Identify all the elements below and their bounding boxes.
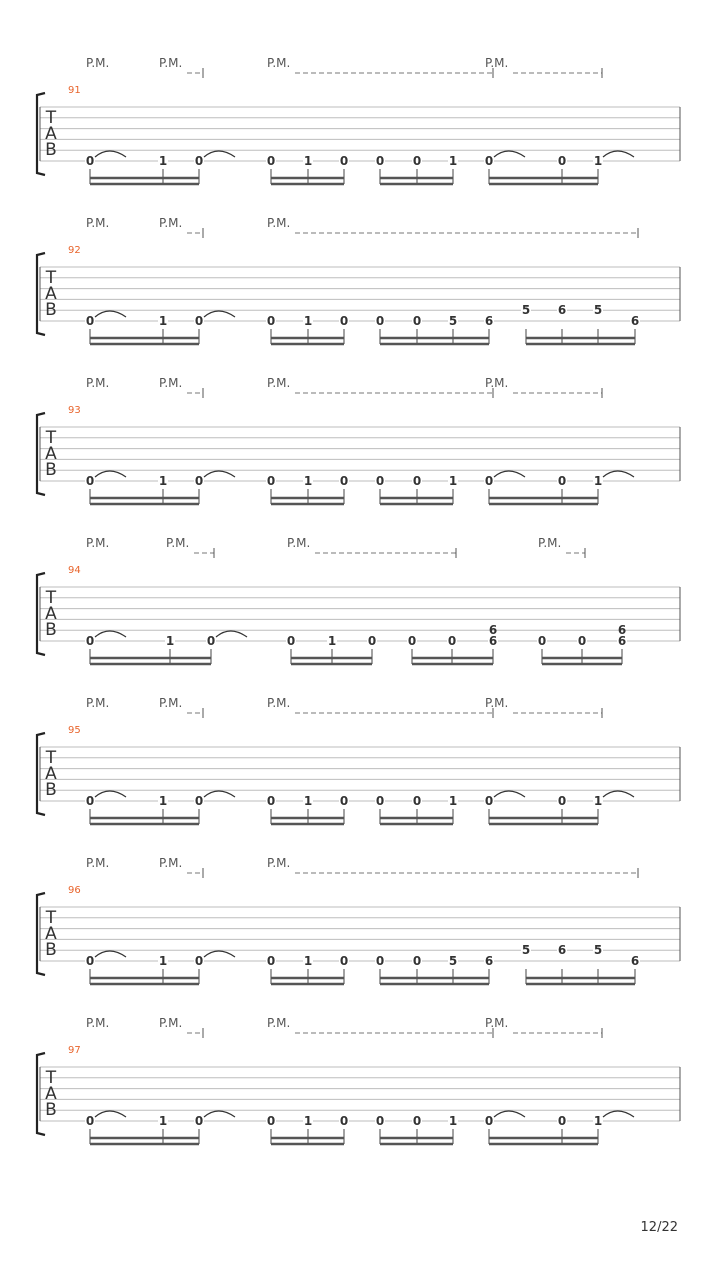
fret-number: 0	[194, 794, 204, 808]
fret-number: 0	[85, 634, 95, 648]
fret-number: 0	[339, 474, 349, 488]
measure-number: 95	[68, 725, 81, 736]
palm-mute-label: P.M.	[86, 56, 110, 70]
palm-mute-label: P.M.	[485, 1016, 509, 1030]
fret-number: 1	[448, 1114, 458, 1128]
fret-number: 1	[303, 794, 313, 808]
tie-arc	[204, 471, 235, 477]
palm-mute-label: P.M.	[267, 376, 291, 390]
fret-number: 1	[158, 794, 168, 808]
tie-arc	[95, 311, 126, 317]
fret-number: 0	[412, 794, 422, 808]
fret-number: 0	[557, 794, 567, 808]
tie-arc	[204, 1111, 235, 1117]
tab-clef-letter: T	[45, 108, 57, 128]
fret-number: 0	[206, 634, 216, 648]
tie-arc	[603, 791, 634, 797]
system-bracket	[37, 1053, 45, 1135]
fret-number: 0	[266, 474, 276, 488]
fret-number: 0	[194, 1114, 204, 1128]
palm-mute-label: P.M.	[267, 56, 291, 70]
fret-number: 0	[375, 954, 385, 968]
fret-number: 6	[557, 303, 567, 318]
tab-clef-letter: T	[45, 1068, 57, 1088]
fret-number: 0	[339, 954, 349, 968]
fret-number: 0	[375, 794, 385, 808]
fret-number: 5	[448, 954, 458, 968]
measure-number: 93	[68, 405, 81, 416]
system-bracket	[37, 573, 45, 655]
palm-mute-label: P.M.	[159, 376, 183, 390]
palm-mute-label: P.M.	[287, 536, 311, 550]
tab-clef-letter: B	[45, 460, 57, 480]
tab-clef-letter: A	[45, 1084, 57, 1104]
fret-number: 0	[85, 1114, 95, 1128]
fret-number: 0	[375, 474, 385, 488]
tab-clef-letter: B	[45, 140, 57, 160]
fret-number: 0	[266, 1114, 276, 1128]
tab-system	[37, 376, 680, 504]
fret-number: 0	[85, 314, 95, 328]
palm-mute-label: P.M.	[485, 56, 509, 70]
fret-number: 0	[85, 474, 95, 488]
fret-number: 0	[85, 154, 95, 168]
palm-mute-label: P.M.	[86, 536, 110, 550]
fret-number: 1	[303, 474, 313, 488]
tab-clef-letter: T	[45, 428, 57, 448]
tab-clef-letter: A	[45, 764, 57, 784]
fret-number: 1	[158, 474, 168, 488]
fret-number: 5	[593, 943, 603, 958]
tie-arc	[95, 791, 126, 797]
fret-number: 1	[158, 1114, 168, 1128]
tie-arc	[95, 151, 126, 157]
palm-mute-label: P.M.	[538, 536, 562, 550]
tab-clef-letter: A	[45, 124, 57, 144]
fret-number: 0	[557, 474, 567, 488]
palm-mute-label: P.M.	[159, 856, 183, 870]
tie-arc	[216, 631, 247, 637]
palm-mute-label: P.M.	[159, 1016, 183, 1030]
fret-number-upper: 6	[617, 623, 627, 637]
palm-mute-label: P.M.	[86, 1016, 110, 1030]
tie-arc	[494, 791, 525, 797]
fret-number: 0	[484, 1114, 494, 1128]
tab-system	[37, 56, 680, 184]
palm-mute-label: P.M.	[86, 376, 110, 390]
fret-number: 6	[484, 954, 494, 968]
palm-mute-label: P.M.	[485, 376, 509, 390]
tab-system	[37, 856, 680, 984]
fret-number: 1	[165, 634, 175, 648]
fret-number: 0	[194, 154, 204, 168]
tab-clef-letter: B	[45, 780, 57, 800]
fret-number-upper: 6	[488, 623, 498, 637]
fret-number: 6	[484, 314, 494, 328]
fret-number: 0	[375, 154, 385, 168]
tab-system	[37, 216, 680, 344]
palm-mute-label: P.M.	[86, 216, 110, 230]
fret-number: 0	[557, 1114, 567, 1128]
palm-mute-label: P.M.	[159, 216, 183, 230]
system-bracket	[37, 253, 45, 335]
fret-number: 0	[339, 794, 349, 808]
fret-number: 6	[630, 314, 640, 328]
fret-number: 0	[266, 154, 276, 168]
measure-number: 94	[68, 565, 81, 576]
fret-number: 0	[537, 634, 547, 648]
tie-arc	[204, 311, 235, 317]
palm-mute-label: P.M.	[86, 856, 110, 870]
fret-number: 0	[407, 634, 417, 648]
tab-clef-letter: T	[45, 268, 57, 288]
fret-number: 0	[412, 954, 422, 968]
fret-number: 0	[367, 634, 377, 648]
fret-number: 1	[158, 154, 168, 168]
fret-number: 1	[158, 954, 168, 968]
fret-number: 0	[85, 794, 95, 808]
tie-arc	[494, 471, 525, 477]
fret-number: 0	[577, 634, 587, 648]
fret-number: 5	[593, 303, 603, 318]
fret-number: 1	[303, 1114, 313, 1128]
tab-system	[37, 696, 680, 824]
tab-clef-letter: A	[45, 924, 57, 944]
fret-number: 6	[617, 634, 627, 648]
palm-mute-label: P.M.	[267, 1016, 291, 1030]
fret-number: 0	[484, 474, 494, 488]
fret-number: 0	[266, 794, 276, 808]
fret-number: 1	[593, 474, 603, 488]
fret-number: 0	[484, 794, 494, 808]
fret-number: 1	[448, 474, 458, 488]
fret-number: 0	[412, 154, 422, 168]
page-number: 12/22	[640, 1220, 678, 1235]
tab-clef-letter: T	[45, 748, 57, 768]
measure-number: 91	[68, 85, 81, 96]
tab-system	[37, 536, 680, 664]
fret-number: 0	[286, 634, 296, 648]
palm-mute-label: P.M.	[159, 696, 183, 710]
tab-clef-letter: B	[45, 1100, 57, 1120]
palm-mute-label: P.M.	[86, 696, 110, 710]
fret-number: 5	[448, 314, 458, 328]
tab-clef-letter: A	[45, 284, 57, 304]
fret-number: 0	[412, 474, 422, 488]
tab-clef-letter: B	[45, 940, 57, 960]
fret-number: 0	[266, 954, 276, 968]
fret-number: 1	[448, 154, 458, 168]
tie-arc	[603, 471, 634, 477]
fret-number: 0	[412, 314, 422, 328]
fret-number: 0	[194, 314, 204, 328]
tie-arc	[95, 471, 126, 477]
tab-clef-letter: T	[45, 908, 57, 928]
fret-number: 0	[339, 154, 349, 168]
palm-mute-label: P.M.	[485, 696, 509, 710]
tie-arc	[204, 951, 235, 957]
palm-mute-label: P.M.	[166, 536, 190, 550]
fret-number: 0	[447, 634, 457, 648]
tie-arc	[95, 631, 126, 637]
tab-clef-letter: A	[45, 604, 57, 624]
fret-number: 6	[488, 634, 498, 648]
fret-number: 0	[412, 1114, 422, 1128]
fret-number: 1	[303, 154, 313, 168]
measure-number: 96	[68, 885, 81, 896]
system-bracket	[37, 93, 45, 175]
fret-number: 0	[85, 954, 95, 968]
system-bracket	[37, 733, 45, 815]
fret-number: 0	[375, 1114, 385, 1128]
fret-number: 0	[339, 314, 349, 328]
system-bracket	[37, 893, 45, 975]
measure-number: 97	[68, 1045, 81, 1056]
fret-number: 1	[158, 314, 168, 328]
tie-arc	[95, 951, 126, 957]
fret-number: 1	[593, 1114, 603, 1128]
fret-number: 1	[593, 794, 603, 808]
fret-number: 5	[521, 303, 531, 318]
fret-number: 0	[557, 154, 567, 168]
palm-mute-label: P.M.	[159, 56, 183, 70]
tie-arc	[95, 1111, 126, 1117]
fret-number: 1	[303, 314, 313, 328]
tie-arc	[603, 1111, 634, 1117]
tab-clef-letter: B	[45, 620, 57, 640]
system-bracket	[37, 413, 45, 495]
fret-number: 5	[521, 943, 531, 958]
palm-mute-label: P.M.	[267, 216, 291, 230]
tie-arc	[204, 791, 235, 797]
fret-number: 0	[375, 314, 385, 328]
fret-number: 1	[327, 634, 337, 648]
tab-system	[37, 1016, 680, 1144]
fret-number: 1	[593, 154, 603, 168]
tab-clef-letter: B	[45, 300, 57, 320]
tab-clef-letter: A	[45, 444, 57, 464]
palm-mute-label: P.M.	[267, 696, 291, 710]
tie-arc	[494, 1111, 525, 1117]
fret-number: 1	[448, 794, 458, 808]
fret-number: 0	[194, 954, 204, 968]
tie-arc	[603, 151, 634, 157]
fret-number: 6	[630, 954, 640, 968]
palm-mute-label: P.M.	[267, 856, 291, 870]
fret-number: 6	[557, 943, 567, 958]
fret-number: 0	[484, 154, 494, 168]
fret-number: 1	[303, 954, 313, 968]
fret-number: 0	[194, 474, 204, 488]
tie-arc	[494, 151, 525, 157]
tab-clef-letter: T	[45, 588, 57, 608]
tie-arc	[204, 151, 235, 157]
fret-number: 0	[339, 1114, 349, 1128]
fret-number: 0	[266, 314, 276, 328]
measure-number: 92	[68, 245, 81, 256]
